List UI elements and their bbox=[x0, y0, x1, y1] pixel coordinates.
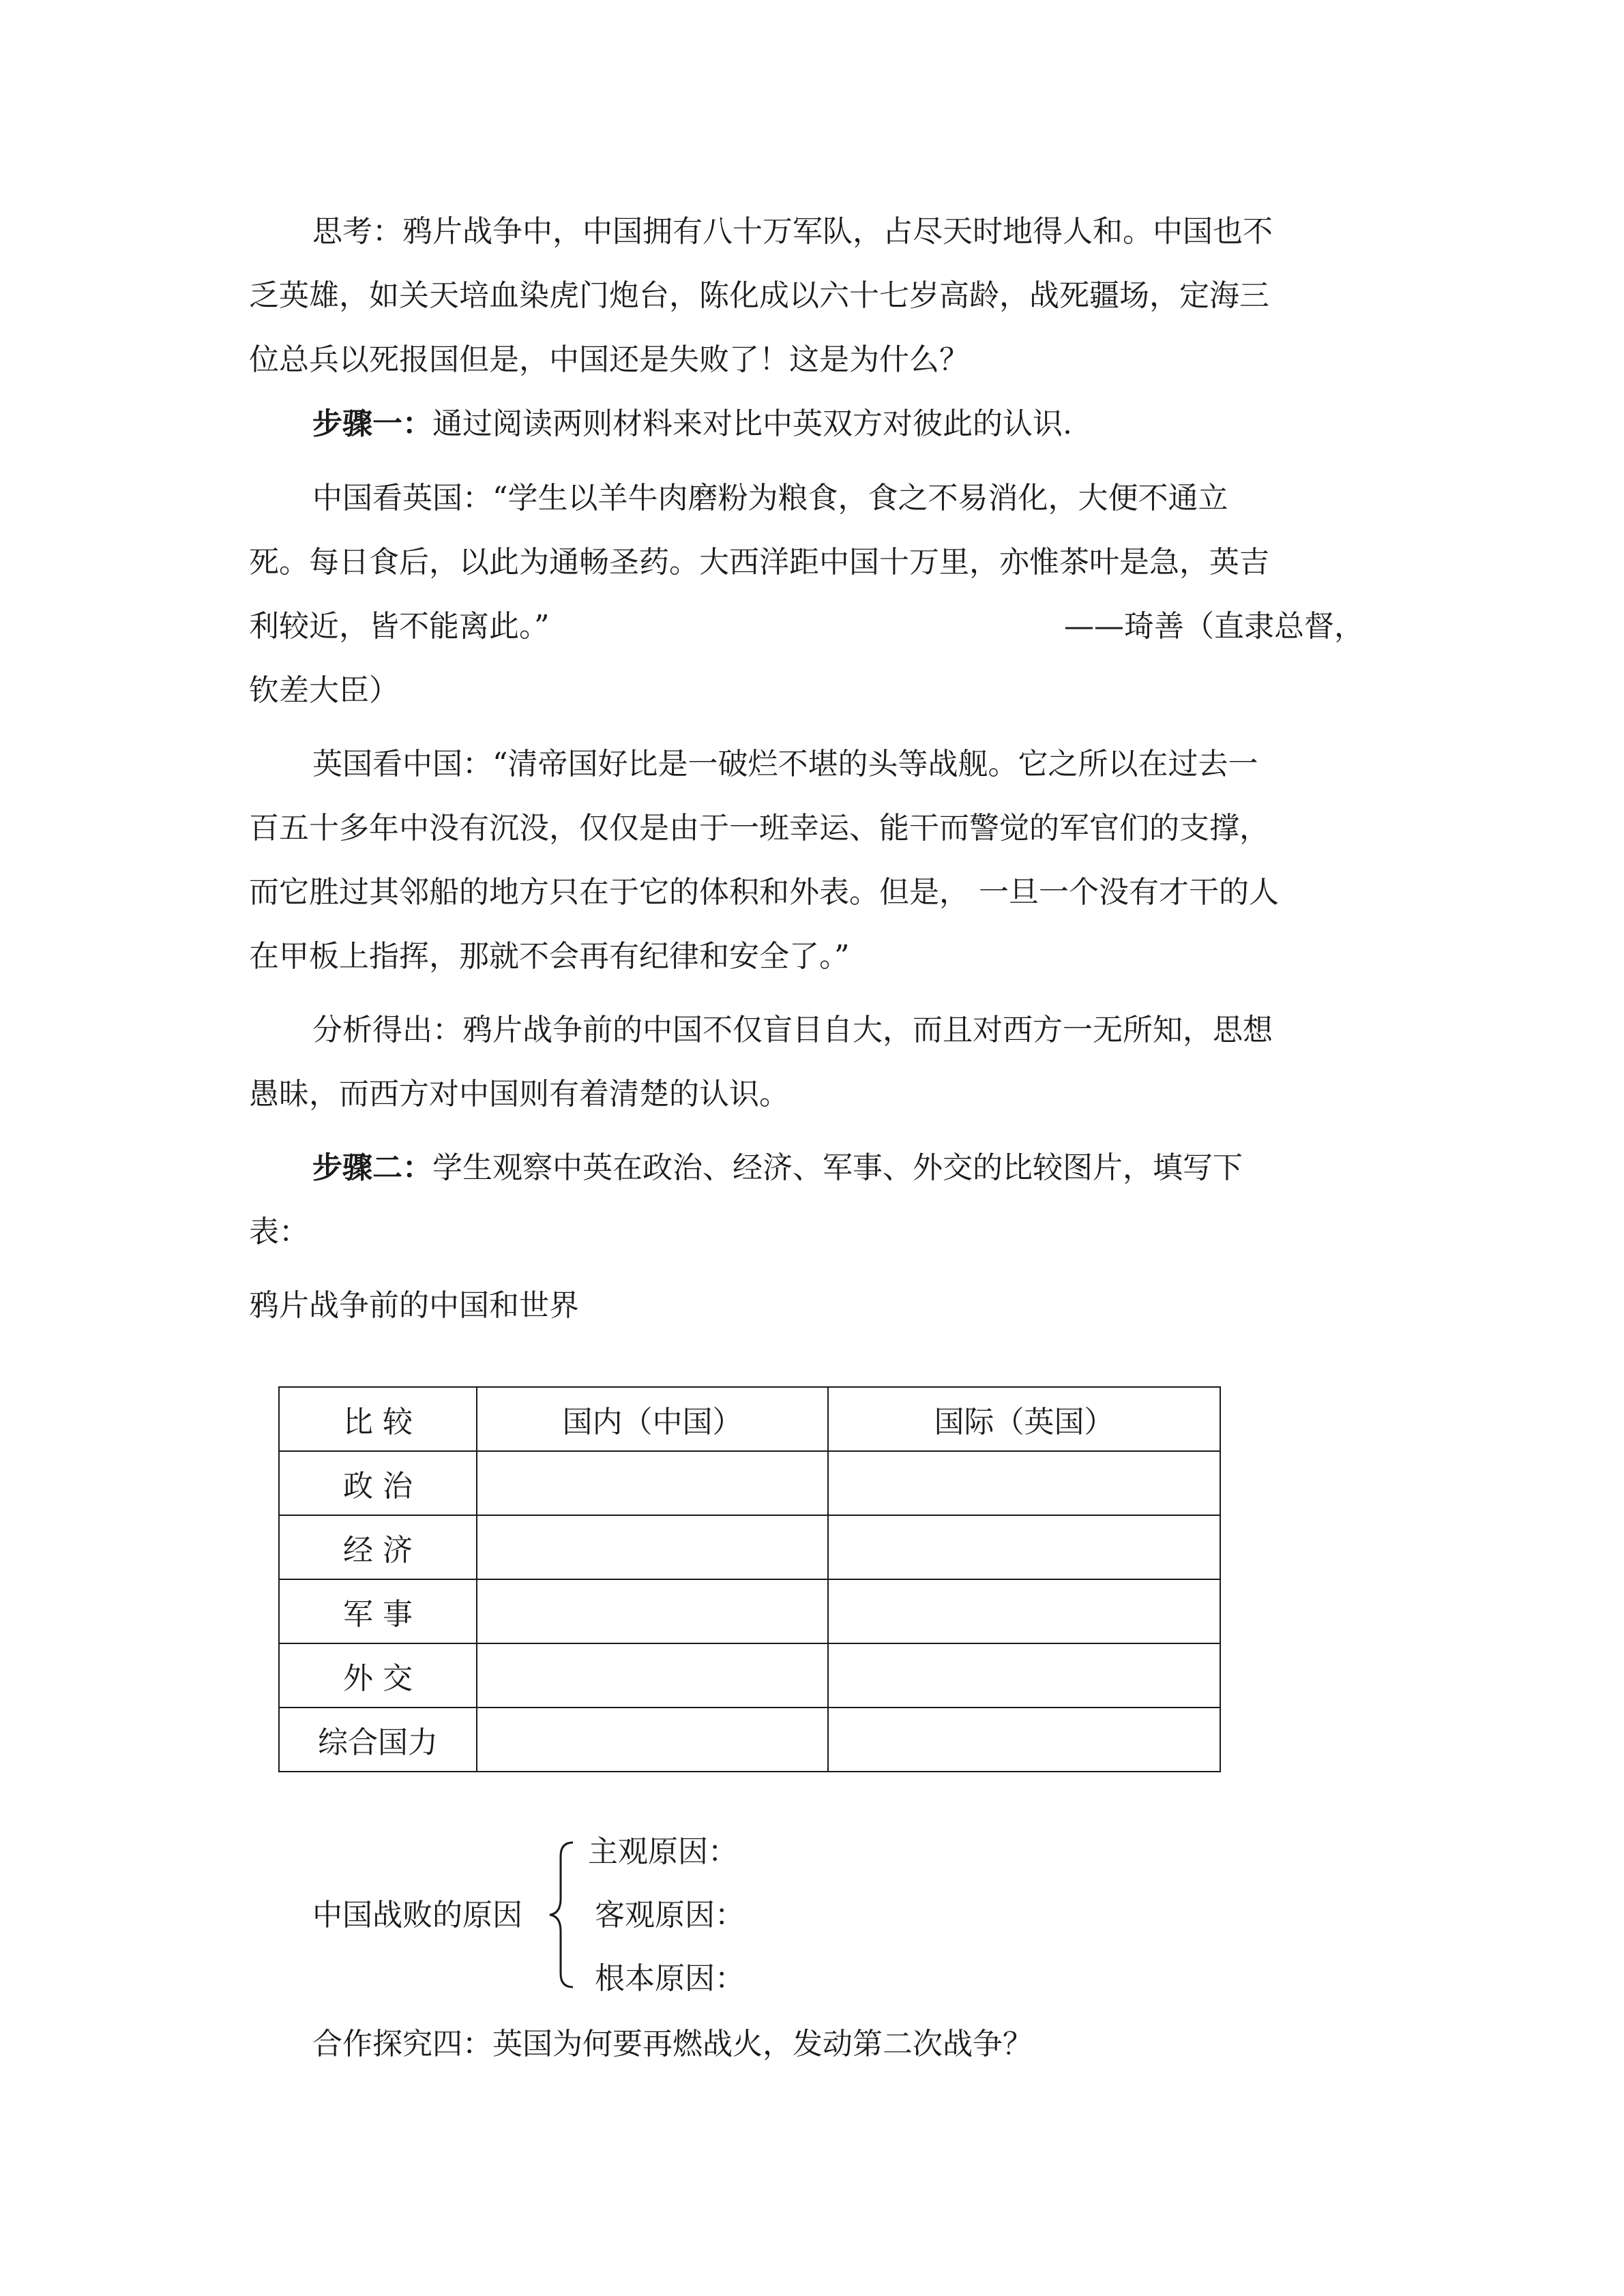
row-label-military: 军 事 bbox=[279, 1579, 477, 1643]
table-row bbox=[279, 1515, 1220, 1579]
cell-china-politics[interactable] bbox=[477, 1451, 828, 1515]
thinking-line-1: 思考：鸦片战争中，中国拥有八十万军队，占尽天时地得人和。中国也不 bbox=[312, 214, 1273, 249]
row-label-diplomacy: 外 交 bbox=[279, 1643, 477, 1708]
step2-text-cont: 表： bbox=[249, 1214, 309, 1249]
row-label-national-power: 综合国力 bbox=[279, 1708, 477, 1772]
britain-view-line-2: 百五十多年中没有沉没，仅仅是由于一班幸运、能干而警觉的军官们的支撑， bbox=[249, 811, 1269, 846]
cell-britain-politics[interactable] bbox=[828, 1451, 1220, 1515]
step1-text: 通过阅读两则材料来对比中英双方对彼此的认识. bbox=[432, 406, 1072, 441]
britain-view-line-3: 而它胜过其邻船的地方只在于它的体积和外表。但是， 一旦一个没有才干的人 bbox=[249, 875, 1279, 910]
thinking-line-2: 乏英雄，如关天培血染虎门炮台，陈化成以六十七岁高龄，战死疆场，定海三 bbox=[249, 278, 1269, 313]
table-row bbox=[279, 1579, 1220, 1643]
china-view-attribution-cont: 钦差大臣） bbox=[249, 673, 399, 708]
cell-china-diplomacy[interactable] bbox=[477, 1643, 828, 1708]
curly-brace-icon bbox=[546, 1833, 587, 1997]
row-label-economy: 经 济 bbox=[279, 1515, 477, 1579]
defeat-reasons-label: 中国战败的原因 bbox=[312, 1898, 522, 1933]
row-label-politics: 政 治 bbox=[279, 1451, 477, 1515]
header-domestic: 国内（中国） bbox=[477, 1387, 828, 1451]
reason-fundamental: 根本原因： bbox=[595, 1961, 745, 1996]
table-row bbox=[279, 1451, 1220, 1515]
table-title: 鸦片战争前的中国和世界 bbox=[249, 1288, 579, 1323]
step2-paragraph bbox=[312, 1149, 1243, 1187]
step2-label: 步骤二： bbox=[312, 1150, 432, 1185]
step2-text: 学生观察中英在政治、经济、军事、外交的比较图片，填写下 bbox=[432, 1150, 1243, 1185]
thinking-line-3: 位总兵以死报国但是，中国还是失败了！这是为什么？ bbox=[249, 342, 969, 377]
header-compare: 比 较 bbox=[279, 1387, 477, 1451]
cell-china-economy[interactable] bbox=[477, 1515, 828, 1579]
header-international: 国际（英国） bbox=[828, 1387, 1220, 1451]
britain-view-line-4: 在甲板上指挥，那就不会再有纪律和安全了。” bbox=[249, 939, 850, 974]
china-view-line-3: 利较近，皆不能离此。” bbox=[249, 609, 550, 644]
cell-britain-military[interactable] bbox=[828, 1579, 1220, 1643]
china-view-line-2: 死。每日食后，以此为通畅圣药。大西洋距中国十万里，亦惟茶叶是急，英吉 bbox=[249, 545, 1269, 580]
cell-britain-diplomacy[interactable] bbox=[828, 1643, 1220, 1708]
cell-china-national-power[interactable] bbox=[477, 1708, 828, 1772]
step1-label: 步骤一： bbox=[312, 406, 432, 441]
inquiry4-question: 合作探究四：英国为何要再燃战火，发动第二次战争？ bbox=[312, 2027, 1033, 2061]
table-row bbox=[279, 1643, 1220, 1708]
step1-paragraph bbox=[312, 405, 1072, 443]
cell-britain-national-power[interactable] bbox=[828, 1708, 1220, 1772]
analysis-line-1: 分析得出：鸦片战争前的中国不仅盲目自大，而且对西方一无所知，思想 bbox=[312, 1013, 1273, 1047]
analysis-line-2: 愚昧，而西方对中国则有着清楚的认识。 bbox=[249, 1077, 789, 1112]
table-row bbox=[279, 1708, 1220, 1772]
reason-objective: 客观原因： bbox=[595, 1898, 745, 1933]
cell-china-military[interactable] bbox=[477, 1579, 828, 1643]
britain-view-line-1: 英国看中国：“清帝国好比是一破烂不堪的头等战舰。它之所以在过去一 bbox=[312, 747, 1258, 781]
cell-britain-economy[interactable] bbox=[828, 1515, 1220, 1579]
reason-subjective: 主观原因： bbox=[588, 1834, 738, 1869]
table-header-row bbox=[279, 1387, 1220, 1451]
china-view-line-1: 中国看英国：“学生以羊牛肉磨粉为粮食，食之不易消化，大便不通立 bbox=[312, 481, 1228, 516]
china-view-attribution: ——琦善（直隶总督， bbox=[1064, 609, 1364, 644]
comparison-table bbox=[278, 1386, 1221, 1772]
